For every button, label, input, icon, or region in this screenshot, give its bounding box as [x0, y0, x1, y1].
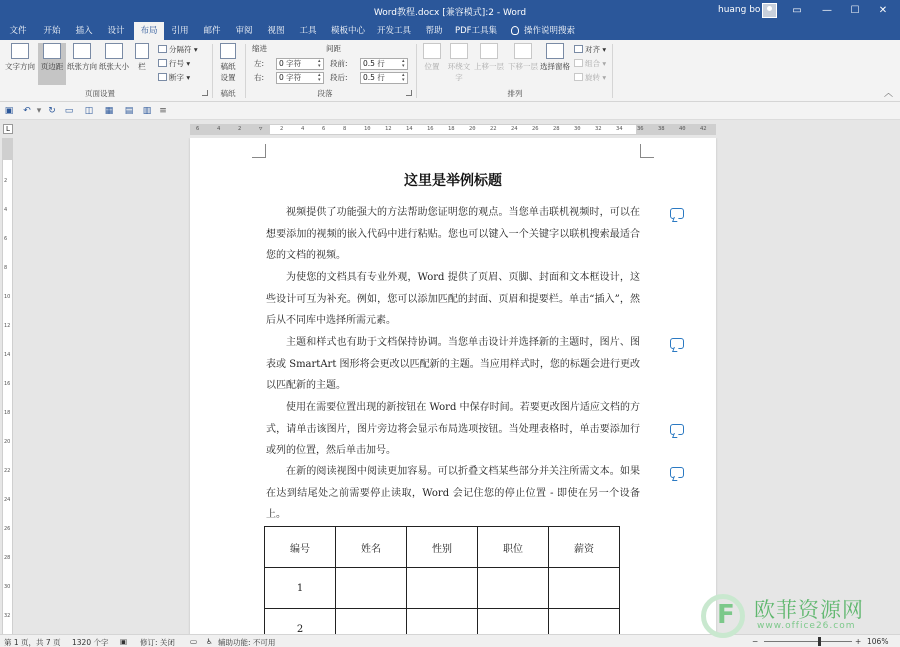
ruler-tick-label: 22 [4, 468, 11, 474]
document-canvas[interactable] [14, 138, 900, 634]
group-icon [574, 59, 583, 67]
ruler-tick-label: 12 [385, 126, 392, 132]
table-cell[interactable] [549, 568, 620, 609]
undo-icon[interactable]: ↶ [23, 106, 31, 116]
save-icon[interactable]: ▣ [4, 106, 14, 116]
ruler-tick-label: 34 [616, 126, 623, 132]
accessibility-icon[interactable]: ♿ [206, 637, 213, 646]
text-direction-icon [11, 43, 29, 59]
ruler-tick-label: 6 [4, 236, 8, 242]
ribbon [0, 40, 900, 102]
crop-mark [640, 144, 654, 158]
paragraph-launcher-icon[interactable] [406, 90, 412, 96]
spacing-after-label: 段后: [330, 73, 348, 82]
text-direction-button[interactable]: 文字方向 [3, 43, 37, 85]
paragraph-3[interactable]: 主题和样式也有助于文档保持协调。当您单击设计并选择新的主题时，图片、图表或 SmartArt 图形将会更改以匹配新的主题。当应用样式时，您的标题会进行更改以匹配新的主题。 [266, 337, 640, 392]
line-numbers-icon [158, 59, 167, 67]
ribbon-tabs [0, 22, 900, 40]
ruler-tick-label: 10 [4, 294, 11, 300]
vertical-ruler[interactable] [2, 138, 13, 634]
table-cell[interactable]: 2 [265, 609, 336, 635]
table-icon[interactable]: ▦ [104, 106, 114, 116]
ruler-tick-label: 26 [4, 526, 11, 532]
selection-pane-icon [546, 43, 564, 59]
group-button[interactable]: 组合 ▾ [574, 58, 606, 70]
ruler-tick-label: 28 [553, 126, 560, 132]
comment-icon[interactable] [670, 208, 684, 219]
tab-help[interactable]: 帮助 [425, 26, 443, 36]
ruler-tick-label: 4 [301, 126, 305, 132]
wrap-text-icon [450, 43, 468, 59]
tab-template-center[interactable]: 模板中心 [330, 26, 365, 36]
ruler-tick-label: ▽ [259, 126, 263, 132]
indent-right-input[interactable]: 0 字符 ▴▾ [276, 72, 324, 84]
ruler-tick-label: 40 [679, 126, 686, 132]
ruler-tick-label: 14 [406, 126, 413, 132]
paragraph-group-label: 段落 [317, 89, 333, 98]
ruler-tick-label: 6 [196, 126, 200, 132]
ruler-tick-label: 16 [4, 381, 11, 387]
ruler-tick-label: 32 [595, 126, 602, 132]
page-setup-launcher-icon[interactable] [202, 90, 208, 96]
tab-review[interactable]: 审阅 [235, 26, 253, 36]
ruler-tick-label: 24 [4, 497, 11, 503]
ruler-tick-label: 2 [4, 178, 8, 184]
data-table[interactable] [264, 526, 620, 634]
columns-icon [135, 43, 149, 59]
undo-dropdown-icon[interactable]: ▾ [36, 106, 42, 116]
table-cell[interactable] [549, 609, 620, 635]
proofing-icon[interactable]: ▣ [120, 637, 128, 646]
tab-design[interactable]: 设计 [107, 26, 125, 36]
ruler-tick-label: 14 [4, 352, 11, 358]
ruler-tick-label: 20 [469, 126, 476, 132]
ruler-tick-label: 22 [490, 126, 497, 132]
comment-icon[interactable] [670, 467, 684, 478]
close-button[interactable]: ✕ [878, 5, 888, 16]
ribbon-display-options-button[interactable]: ▭ [792, 5, 802, 16]
spacing-header: 间距 [326, 44, 341, 53]
manuscript-icon [220, 43, 236, 59]
table-cell[interactable]: 1 [265, 568, 336, 609]
document-title[interactable]: 这里是举例标题 [404, 173, 502, 189]
ruler-tick-label: 30 [4, 584, 11, 590]
ruler-tick-label: 6 [322, 126, 326, 132]
orientation-icon [73, 43, 91, 59]
paragraph-1[interactable]: 视频提供了功能强大的方法帮助您证明您的观点。当您单击联机视频时，可以在想要添加的视频的嵌入代码中进行粘贴。您也可以键入一个关键字以联机搜索最适合您的文档的视频。 [266, 207, 640, 262]
ruler-tick-label: 8 [4, 265, 8, 271]
paragraph-2[interactable]: 为使您的文档具有专业外观，Word 提供了页眉、页脚、封面和文本框设计，这些设计可互为补充。例如，您可以添加匹配的封面、页眉和提要栏。单击“插入”，然后从不同库中选择所需元素。 [266, 272, 640, 327]
group-separator [612, 44, 613, 98]
tab-developer[interactable]: 开发工具 [376, 26, 411, 36]
ruler-tick-label: 26 [532, 126, 539, 132]
table-cell[interactable] [336, 609, 407, 635]
tell-me-search[interactable]: 操作说明搜索 [524, 26, 576, 36]
customize-qat-icon[interactable]: ≡ [159, 106, 167, 116]
tab-references[interactable]: 引用 [171, 26, 189, 36]
send-backward-icon [514, 43, 532, 59]
manuscript-group-label: 稿纸 [220, 89, 236, 98]
comment-icon[interactable] [670, 338, 684, 349]
align-icon [574, 45, 583, 53]
rotate-icon [574, 73, 583, 81]
rotate-button[interactable]: 旋转 ▾ [574, 72, 606, 84]
tab-file[interactable]: 文件 [9, 26, 27, 36]
size-button[interactable]: 纸张大小 [98, 43, 130, 85]
zoom-out-button[interactable]: − [752, 637, 759, 646]
redo-icon[interactable]: ↻ [48, 106, 56, 116]
quick-access-toolbar [0, 102, 900, 120]
indent-left-label: 左: [254, 59, 265, 68]
indent-header: 缩进 [252, 44, 267, 53]
ruler-tick-label: 32 [4, 613, 11, 619]
position-button[interactable]: 位置 [420, 43, 444, 87]
breaks-button[interactable]: 分隔符 ▾ [158, 44, 198, 56]
table-header-cell[interactable]: 编号 [265, 527, 336, 568]
zoom-in-button[interactable]: + [855, 637, 862, 646]
margins-button[interactable]: 页边距 [38, 43, 66, 85]
ruler-tick-label: 2 [280, 126, 284, 132]
track-changes-status[interactable]: 修订: 关闭 [140, 638, 175, 647]
table-cell[interactable] [407, 609, 478, 635]
table-header-cell[interactable]: 性别 [407, 527, 478, 568]
word-count[interactable]: 1320 个字 [72, 638, 109, 647]
macro-icon[interactable]: ▭ [190, 637, 198, 646]
bring-forward-icon [480, 43, 498, 59]
collapse-ribbon-icon[interactable]: ︿ [884, 89, 894, 99]
spacing-before-input[interactable]: 0.5 行 ▴▾ [360, 58, 408, 70]
orientation-button[interactable]: 纸张方向 [66, 43, 98, 85]
title-bar [0, 0, 900, 22]
ruler-top-margin [3, 138, 12, 160]
ruler-tick-label: 4 [217, 126, 221, 132]
ruler-tick-label: 12 [4, 323, 11, 329]
table-cell[interactable] [407, 568, 478, 609]
ruler-left-margin [190, 125, 270, 134]
table-header-cell[interactable]: 职位 [478, 527, 549, 568]
ruler-tick-label: 18 [448, 126, 455, 132]
page-size-icon [105, 43, 123, 59]
maximize-button[interactable]: ☐ [850, 5, 860, 16]
margins-icon [43, 43, 61, 59]
ruler-tick-label: 18 [4, 410, 11, 416]
format-painter-icon[interactable]: ◫ [84, 106, 94, 116]
spacing-before-label: 段前: [330, 59, 348, 68]
hyphenation-button[interactable]: 断字 ▾ [158, 72, 190, 84]
tab-selector-icon[interactable]: L [3, 124, 13, 134]
ruler-tick-label: 4 [4, 207, 8, 213]
layout-icon[interactable]: ▤ [124, 106, 134, 116]
tab-layout[interactable]: 布局 [134, 22, 164, 40]
group-separator [416, 44, 417, 98]
lightbulb-icon [511, 26, 519, 35]
tab-insert[interactable]: 插入 [75, 26, 93, 36]
indent-right-label: 右: [254, 73, 265, 82]
table-header-cell[interactable]: 姓名 [336, 527, 407, 568]
hyphenation-icon [158, 73, 167, 81]
minimize-button[interactable]: — [822, 5, 832, 16]
ruler-tick-label: 36 [637, 126, 644, 132]
ruler-tick-label: 20 [4, 439, 11, 445]
watermark-url: www.office26.com [757, 621, 856, 631]
ruler-tick-label: 30 [574, 126, 581, 132]
horizontal-ruler[interactable] [190, 124, 716, 135]
spacing-after-input[interactable]: 0.5 行 ▴▾ [360, 72, 408, 84]
wrap-text-button[interactable]: 环绕文 字 [446, 43, 472, 87]
page-count[interactable]: 第 1 页，共 7 页 [4, 638, 61, 647]
ruler-tick-label: 2 [238, 126, 242, 132]
table-cell[interactable] [336, 568, 407, 609]
comment-icon[interactable] [670, 424, 684, 435]
watermark-name: 欧菲资源网 [754, 598, 864, 622]
table-cell[interactable] [478, 568, 549, 609]
breaks-icon [158, 45, 167, 53]
send-backward-button[interactable]: 下移一层 [506, 43, 540, 87]
group-separator [245, 44, 246, 98]
accessibility-status[interactable]: 辅助功能: 不可用 [218, 638, 276, 647]
line-numbers-button[interactable]: 行号 ▾ [158, 58, 190, 70]
ruler-tick-label: 38 [658, 126, 665, 132]
tab-home[interactable]: 开始 [43, 26, 61, 36]
window-title: Word教程.docx [兼容模式]:2 - Word [373, 8, 527, 18]
tab-mailings[interactable]: 邮件 [203, 26, 221, 36]
table-row [265, 609, 620, 635]
tab-pdf-tools[interactable]: PDF工具集 [454, 26, 498, 36]
draw-table-icon[interactable]: ▥ [142, 106, 152, 116]
table-cell[interactable] [478, 609, 549, 635]
ruler-tick-label: 8 [343, 126, 347, 132]
zoom-level[interactable]: 106% [867, 637, 889, 646]
arrange-group-label: 排列 [507, 89, 523, 98]
paragraph-4[interactable]: 使用在需要位置出现的新按钮在 Word 中保存时间。若要更改图片适应文档的方式，请单击该图片，图片旁边将会显示布局选项按钮。当处理表格时，单击要添加行或列的位置，然后单击加号。 [266, 402, 640, 457]
columns-button[interactable]: 栏 [131, 43, 153, 85]
ruler-tick-label: 16 [427, 126, 434, 132]
ruler-tick-label: 10 [364, 126, 371, 132]
watermark-logo [697, 588, 900, 647]
align-button[interactable]: 对齐 ▾ [574, 44, 606, 56]
user-avatar-icon[interactable] [762, 3, 777, 18]
table-header-cell[interactable]: 薪资 [549, 527, 620, 568]
ruler-tick-label: 42 [700, 126, 707, 132]
tab-view[interactable]: 视图 [267, 26, 285, 36]
selection-pane-button[interactable]: 选择窗格 [540, 43, 570, 87]
crop-mark [252, 144, 266, 158]
tab-tools[interactable]: 工具 [299, 26, 317, 36]
table-header-row [265, 527, 620, 568]
indent-left-input[interactable]: 0 字符 ▴▾ [276, 58, 324, 70]
ruler-tick-label: 24 [511, 126, 518, 132]
paragraph-5[interactable]: 在新的阅读视图中阅读更加容易。可以折叠文档某些部分并关注所需文本。如果在达到结尾处之前需要停止读取，Word 会记住您的停止位置 - 即使在另一个设备上。 [266, 466, 640, 521]
position-icon [423, 43, 441, 59]
table-row [265, 568, 620, 609]
watermark-letter: F [717, 600, 735, 630]
bring-forward-button[interactable]: 上移一层 [472, 43, 506, 87]
user-name[interactable]: huang bo [718, 5, 761, 15]
page-setup-group-label: 页面设置 [85, 89, 115, 98]
ruler-tick-label: 28 [4, 555, 11, 561]
document-page[interactable] [190, 138, 716, 634]
manuscript-settings-button[interactable]: 稿纸 设置 [216, 43, 240, 87]
print-preview-icon[interactable]: ▭ [64, 106, 74, 116]
